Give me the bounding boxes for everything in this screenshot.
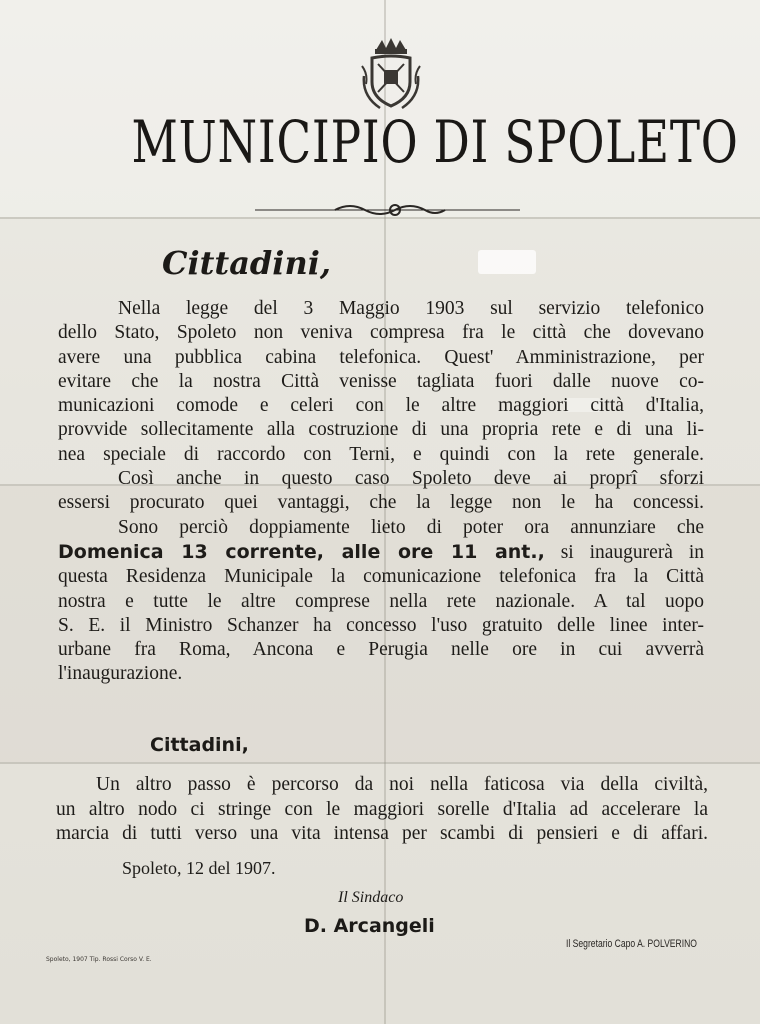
body-line: evitare che la nostra Città venisse tagliata fuori dalle nuove co- (58, 370, 704, 392)
date-line: Spoleto, 12 del 1907. (122, 858, 276, 878)
body-line: nostra e tutte le altre comprese nella rete nazionale. A tal uopo (58, 590, 704, 612)
body-line: dello Stato, Spoleto non veniva compresa fra le città che dovevano (58, 322, 704, 344)
highlight-rest: si inaugurerà in (560, 541, 705, 563)
body-line: provvide sollecitamente alla costruzione di una propria rete e di una li- (58, 419, 704, 441)
body-line: urbane fra Roma, Ancona e Perugia nelle ore in cui avverrà (58, 639, 704, 661)
body-line: Nella legge del 3 Maggio 1903 sul servizio telefonico (118, 298, 704, 319)
body-text (58, 297, 704, 687)
highlight-line (58, 540, 704, 565)
body-line: municazioni comode e celeri con le altre maggiori città d'Italia, (58, 395, 704, 417)
fold-line (0, 762, 760, 764)
body-line: nea speciale di raccordo con Terni, e quindi con la rete generale. (58, 443, 704, 465)
body-line: questa Residenza Municipale la comunicazione telefonica fra la Città (58, 566, 704, 588)
body-line: l'inaugurazione. (58, 663, 183, 685)
closing-text (56, 773, 708, 847)
coat-of-arms-icon (360, 36, 422, 112)
page-title: MUNICIPIO DI SPOLETO (131, 108, 739, 176)
closing-line: Un altro passo è percorso da noi nella faticosa via della civiltà, (96, 774, 708, 795)
paper-damage (478, 250, 536, 274)
greeting-heading: Cittadini, (162, 244, 332, 282)
mayor-name: D. Arcangeli (304, 915, 435, 937)
event-date-highlight: Domenica 13 corrente, alle ore 11 ant., (58, 540, 545, 563)
closing-line: marcia di tutti verso una vita intensa per scambi di pensieri e di affari. (56, 823, 708, 844)
ornament-divider (255, 202, 520, 218)
greeting-heading-2: Cittadini, (150, 734, 249, 756)
body-line: S. E. il Ministro Schanzer ha concesso l'uso gratuito delle linee inter- (58, 614, 704, 636)
closing-line: un altro nodo ci stringe con le maggiori sorelle d'Italia ad accelerare la (56, 798, 708, 820)
secretary-signature: Il Segretario Capo A. POLVERINO (566, 938, 697, 950)
printer-credit: Spoleto, 1907 Tip. Rossi Corso V. E. (46, 956, 152, 963)
body-line: avere una pubblica cabina telefonica. Quest' Amministrazione, per (58, 346, 704, 368)
body-line: essersi procurato quei vantaggi, che la legge non le ha concessi. (58, 492, 704, 514)
mayor-title: Il Sindaco (338, 889, 404, 906)
body-line: Così anche in questo caso Spoleto deve ai proprî sforzi (118, 468, 704, 490)
body-line: Sono perciò doppiamente lieto di poter ora annunziare che (118, 516, 704, 538)
